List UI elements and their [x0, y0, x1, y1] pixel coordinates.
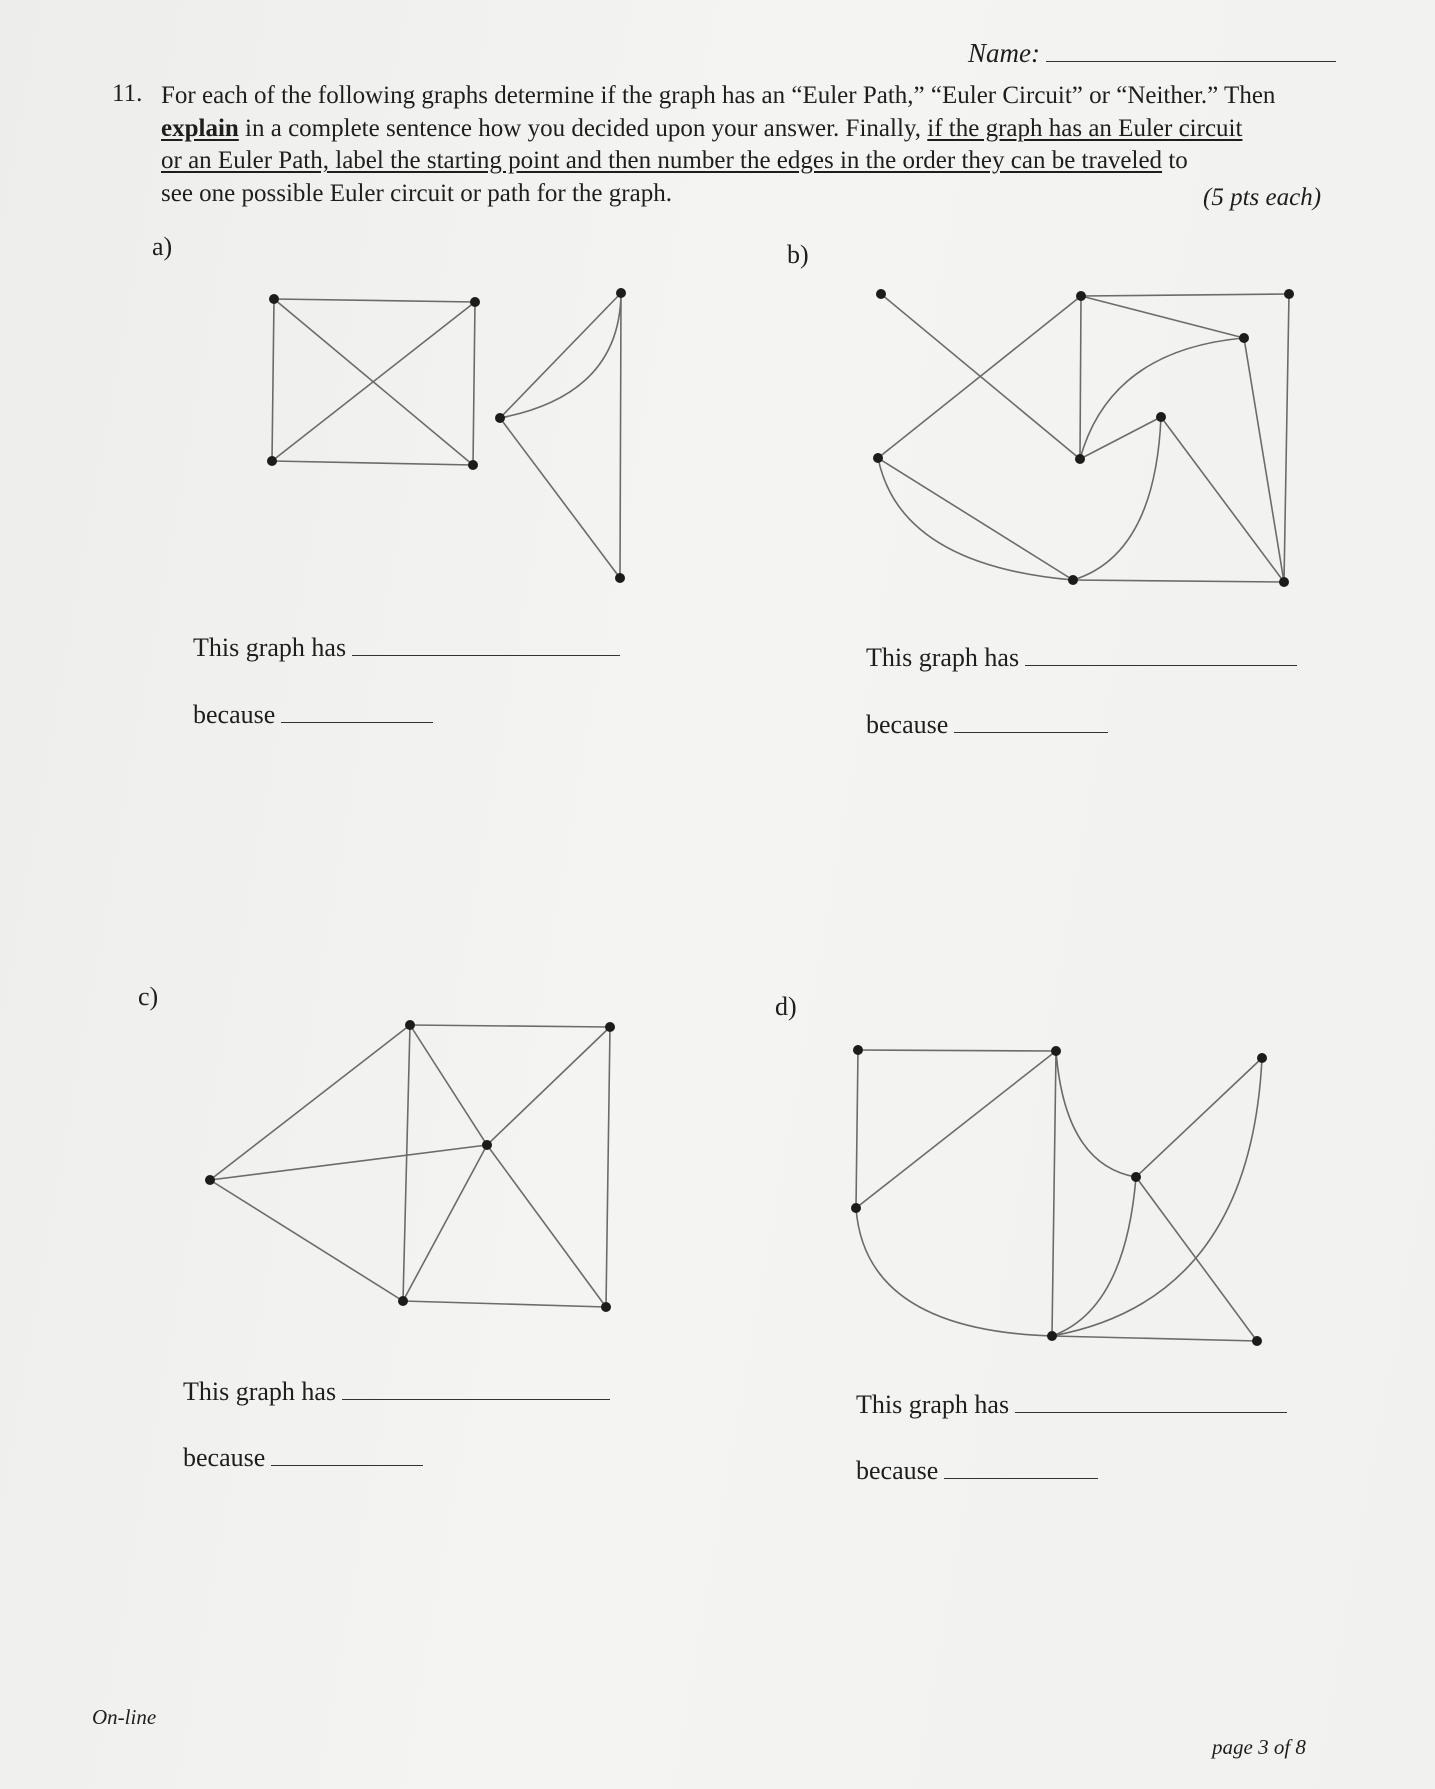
graph-b — [873, 289, 1294, 587]
part-c-has — [183, 1377, 610, 1407]
part-d-because — [856, 1456, 1098, 1486]
part-c-because — [183, 1443, 423, 1473]
footer-online: On-line — [92, 1705, 157, 1729]
part-c-label: c) — [138, 982, 159, 1011]
graph-a — [267, 288, 626, 583]
part-c-has-label: This graph has — [183, 1377, 337, 1406]
part-d-label: d) — [775, 992, 797, 1021]
part-b-because-blank[interactable] — [954, 712, 1108, 733]
part-b-because-label: because — [866, 710, 949, 739]
explain-word: explain — [161, 114, 239, 142]
part-d-has-blank[interactable] — [1015, 1392, 1287, 1413]
underlined-instruction-2: or an Euler Path, label the starting point and then number the edges in the order they can be traveled — [161, 147, 1163, 174]
question-explain-rest: in a complete sentence how you decided upon your answer. Finally, — [238, 114, 928, 142]
part-a-has — [193, 633, 620, 663]
part-d-because-blank[interactable] — [944, 1458, 1098, 1479]
part-d-has-label: This graph has — [856, 1390, 1010, 1419]
graph-c — [205, 1020, 615, 1312]
part-a-has-label: This graph has — [193, 633, 347, 662]
question-intro: For each of the following graphs determine if the graph has an “Euler Path,” “Euler Circuit” or “Neither.” Then — [161, 82, 1276, 109]
part-a-because-label: because — [193, 700, 276, 729]
part-b-label: b) — [787, 240, 809, 269]
name-label: Name: — [968, 38, 1040, 68]
part-a-label: a) — [152, 232, 173, 261]
part-c-because-blank[interactable] — [271, 1445, 423, 1466]
part-a-because-blank[interactable] — [281, 702, 433, 723]
page-number: page 3 of 8 — [1212, 1735, 1306, 1759]
part-b-has-label: This graph has — [866, 643, 1020, 672]
part-a-because — [193, 700, 433, 730]
part-c-because-label: because — [183, 1443, 266, 1472]
part-b-because — [866, 710, 1108, 740]
underlined-instruction-1: if the graph has an Euler circuit — [927, 114, 1243, 142]
part-d-has — [856, 1390, 1287, 1420]
part-b-has-blank[interactable] — [1025, 645, 1297, 666]
part-b-has — [866, 643, 1297, 673]
points-note: (5 pts each) — [1203, 184, 1322, 211]
question-number: 11. — [112, 80, 143, 107]
part-a-has-blank[interactable] — [352, 635, 620, 656]
graph-d — [851, 1045, 1267, 1346]
part-c-has-blank[interactable] — [342, 1379, 610, 1400]
question-after-underline: to — [1162, 147, 1188, 174]
question-last-line: see one possible Euler circuit or path for the graph. — [161, 179, 672, 207]
part-d-because-label: because — [856, 1456, 939, 1485]
